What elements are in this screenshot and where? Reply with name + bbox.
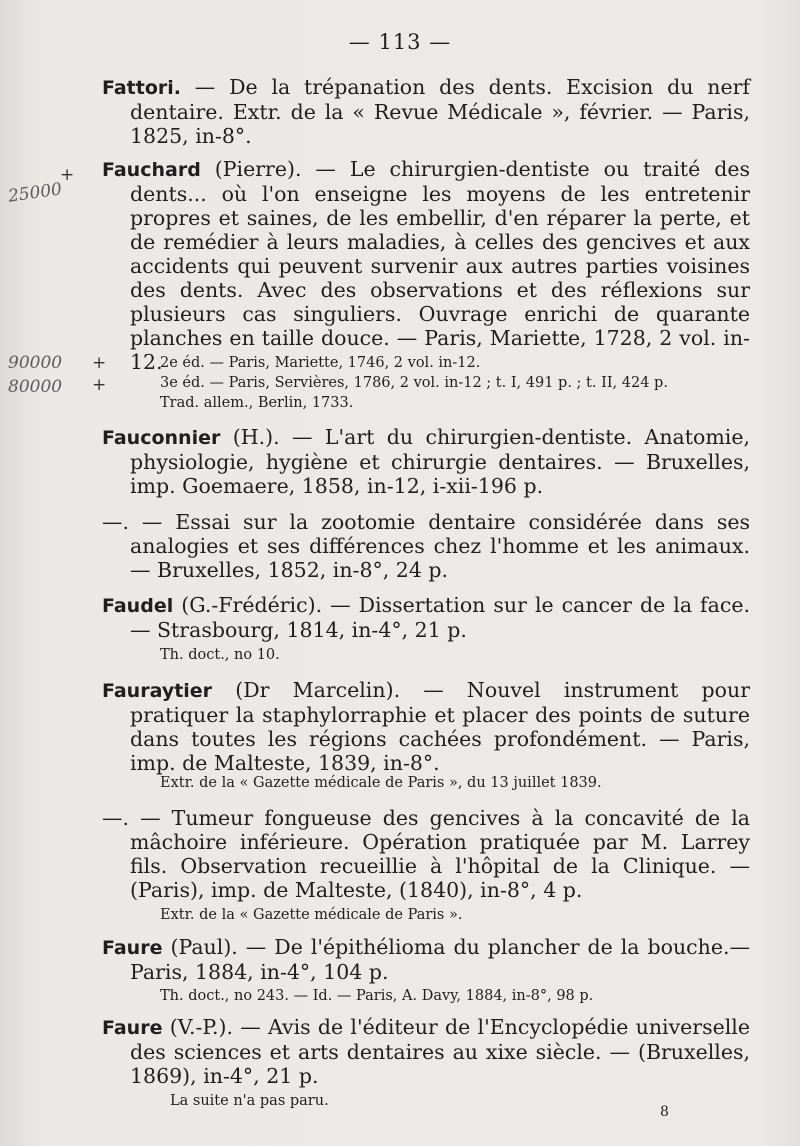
- entry-faure-paul: [102, 935, 750, 984]
- plus-mark-2: +: [92, 353, 107, 373]
- note-gazette-1839: Extr. de la « Gazette médicale de Paris », du 13 juillet 1839.: [160, 775, 602, 791]
- entry-fattori: [102, 75, 750, 148]
- entry-text: (H.). — L'art du chirurgien-dentiste. Anatomie, physiologie, hygiène et chirurgie dentaires. — Bruxelles, imp. Goemaere, 1858, in-12, i-xii-196 p.: [130, 425, 750, 498]
- entry-text: —. — Tumeur fongueuse des gencives à la concavité de la mâchoire inférieure. Opération pratiquée par M. Larrey fils. Observation recueillie à l'hôpital de la Clinique. — (Paris), imp. de Malteste, (1840), in-8°, 4 p.: [102, 806, 750, 902]
- entry-fauchard: [102, 157, 750, 374]
- entry-faudel: [102, 593, 750, 642]
- entry-fauconnier: [102, 425, 750, 498]
- note-suite: La suite n'a pas paru.: [170, 1093, 329, 1109]
- entry-text: (G.-Frédéric). — Dissertation sur le cancer de la face. — Strasbourg, 1814, in-4°, 21 p.: [130, 593, 750, 642]
- plus-mark-1: +: [60, 165, 75, 185]
- margin-price-3: 80000: [8, 377, 63, 397]
- plus-mark-3: +: [92, 375, 107, 395]
- entry-author: Faure: [102, 1017, 163, 1039]
- entry-fauconnier-2: [102, 510, 750, 582]
- note-3e-ed: 3e éd. — Paris, Servières, 1786, 2 vol. in-12 ; t. I, 491 p. ; t. II, 424 p.: [160, 375, 668, 391]
- entry-fauraytier-2: [102, 806, 750, 902]
- note-gazette: Extr. de la « Gazette médicale de Paris ».: [160, 907, 463, 923]
- entry-text: —. — Essai sur la zootomie dentaire considérée dans ses analogies et ses différences chez l'homme et les animaux. — Bruxelles, 1852, in-8°, 24 p.: [102, 510, 750, 582]
- entry-author: Fauconnier: [102, 427, 221, 449]
- entry-author: Faudel: [102, 595, 174, 617]
- entry-text: (Pierre). — Le chirurgien-dentiste ou traité des dents... où l'on enseigne les moyens de les entretenir propres et saines, de les embellir, d'en réparer la perte, et de remédier à leurs maladies, à celles des gencives et aux accidents qui peuvent survenir aux autres parties voisines des dents. Avec des observations et des réflexions sur plusieurs cas singuliers. Ouvrage enrichi de quarante planches en taille douce. — Paris, Mariette, 1728, 2 vol. in-12.: [130, 157, 750, 374]
- entry-author: Faure: [102, 937, 163, 959]
- note-th-doct-243: Th. doct., no 243. — Id. — Paris, A. Davy, 1884, in-8°, 98 p.: [160, 988, 594, 1004]
- entry-author: Fauchard: [102, 159, 201, 181]
- entry-author: Fauraytier: [102, 680, 213, 702]
- margin-price-1: 25000: [6, 179, 64, 207]
- entry-fauraytier: [102, 678, 750, 775]
- entry-author: Fattori.: [102, 77, 182, 99]
- entry-text: (Dr Marcelin). — Nouvel instrument pour pratiquer la staphylorraphie et placer des points de suture dans toutes les régions cachées profondément. — Paris, imp. de Malteste, 1839, in-8°.: [130, 678, 750, 775]
- entry-text: (Paul). — De l'épithélioma du plancher de la bouche.— Paris, 1884, in-4°, 104 p.: [130, 935, 750, 984]
- margin-price-2: 90000: [8, 353, 63, 373]
- signature-mark: 8: [660, 1104, 669, 1120]
- entry-faure-vp: [102, 1015, 750, 1088]
- entry-text: (V.-P.). — Avis de l'éditeur de l'Encyclopédie universelle des sciences et arts dentaires au xixe siècle. — (Bruxelles, 1869), in-4°, 21 p.: [130, 1015, 750, 1088]
- entry-text: — De la trépanation des dents. Excision du nerf dentaire. Extr. de la « Revue Médicale », février. — Paris, 1825, in-8°.: [130, 75, 750, 148]
- note-2e-ed: 2e éd. — Paris, Mariette, 1746, 2 vol. in-12.: [160, 355, 481, 371]
- note-trad: Trad. allem., Berlin, 1733.: [160, 395, 354, 411]
- note-th-doct-10: Th. doct., no 10.: [160, 647, 280, 663]
- page-number: — 113 —: [348, 30, 452, 54]
